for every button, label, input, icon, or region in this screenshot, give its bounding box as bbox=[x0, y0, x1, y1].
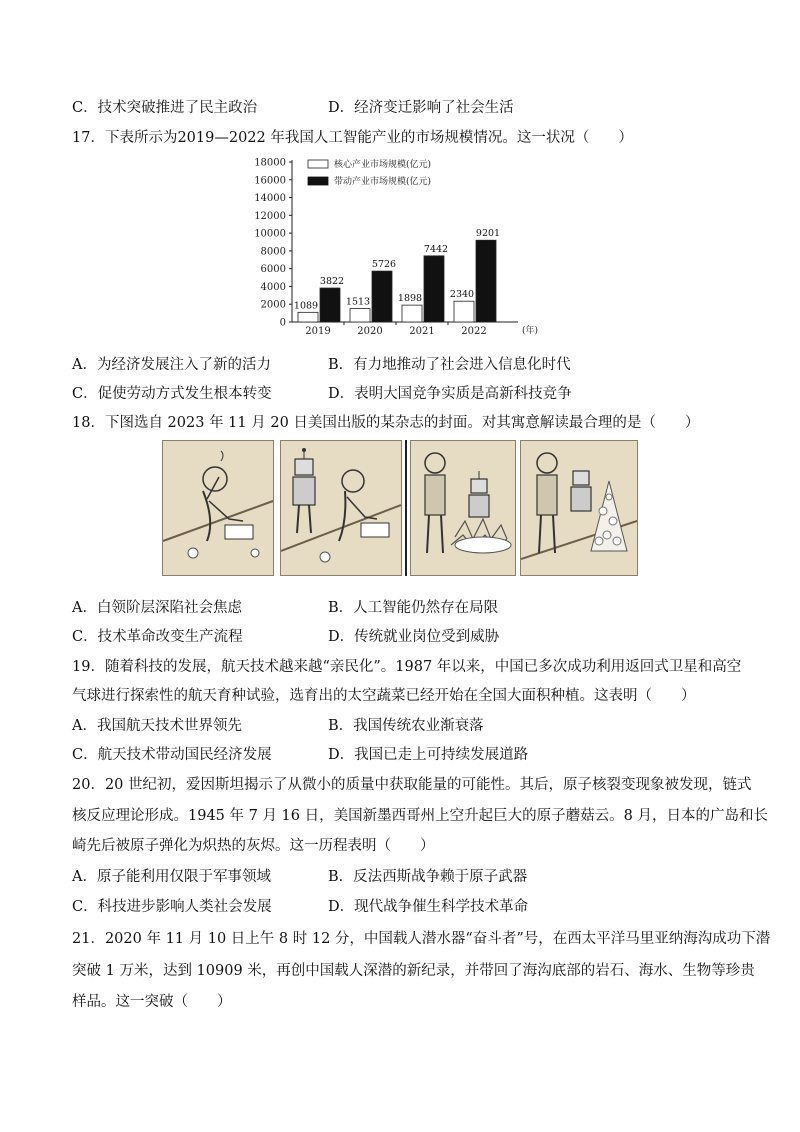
y-tick-label: 8000 bbox=[260, 246, 286, 258]
y-tick-label: 18000 bbox=[254, 157, 286, 169]
x-tick-label: 2019 bbox=[305, 326, 331, 337]
y-tick-label: 10000 bbox=[254, 228, 286, 240]
q21-stem-line-3: 样品。这一突破（ ） bbox=[72, 994, 232, 1010]
legend-label-core: 核心产业市场规模(亿元) bbox=[334, 160, 432, 170]
bar-driven-2019 bbox=[320, 288, 340, 322]
y-tick-label: 14000 bbox=[254, 193, 286, 205]
x-tick-label: 2020 bbox=[357, 326, 383, 337]
bar-core-2022 bbox=[454, 301, 474, 322]
data-label-driven-2021: 7442 bbox=[423, 243, 449, 255]
data-label-core-2021: 1898 bbox=[397, 293, 423, 305]
x-tick-label: 2021 bbox=[409, 326, 435, 337]
magazine-cover-comic bbox=[162, 440, 638, 576]
q16-option-c: C．技术突破推进了民主政治 bbox=[72, 100, 258, 116]
y-axis-ticks bbox=[254, 158, 292, 329]
legend-swatch-driven bbox=[308, 177, 328, 185]
data-label-core-2022: 2340 bbox=[449, 289, 475, 301]
data-label-core-2019: 1089 bbox=[293, 300, 319, 312]
y-tick-label: 0 bbox=[279, 317, 286, 329]
robot-shredding-illustration bbox=[411, 441, 515, 575]
q17-option-b: B．有力地推动了社会进入信息化时代 bbox=[328, 357, 571, 373]
q20-option-c: C．科技进步影响人类社会发展 bbox=[72, 899, 272, 915]
q20-option-d: D．现代战争催生科学技术革命 bbox=[328, 899, 529, 915]
q19-option-a: A．我国航天技术世界领先 bbox=[72, 718, 242, 734]
data-label-driven-2022: 9201 bbox=[475, 228, 501, 240]
bar-core-2019 bbox=[298, 312, 318, 322]
q19-option-b: B．我国传统农业渐衰落 bbox=[328, 718, 484, 734]
q20-stem-line-2: 核反应理论形成。1945 年 7 月 16 日，美国新墨西哥州上空升起巨大的原子蘑菇云。8 月，日本的广岛和长 bbox=[72, 808, 768, 824]
x-axis-unit: (年) bbox=[522, 326, 539, 336]
market-size-bar-chart bbox=[250, 152, 550, 342]
q19-option-d: D．我国已走上可持续发展道路 bbox=[328, 747, 529, 763]
bar-driven-2020 bbox=[372, 271, 392, 322]
bar-driven-2021 bbox=[424, 256, 444, 322]
y-tick-label: 4000 bbox=[260, 281, 286, 293]
legend-label-driven: 带动产业市场规模(亿元) bbox=[334, 177, 432, 187]
q19-stem-line-2: 气球进行探索性的航天育种试验，选育出的太空蔬菜已经开始在全国大面积种植。这表明（ ） bbox=[72, 688, 696, 704]
q19-option-c: C．航天技术带动国民经济发展 bbox=[72, 747, 272, 763]
legend bbox=[308, 158, 431, 187]
q19-stem-line-1: 19．随着科技的发展，航天技术越来越“亲民化”。1987 年以来，中国已多次成功利用返回式卫星和高空 bbox=[72, 659, 742, 675]
q18-option-d: D．传统就业岗位受到威胁 bbox=[328, 629, 500, 645]
q21-stem-line-1: 21．2020 年 11 月 10 日上午 8 时 12 分，中国载人潜水器“奋斗者”号，在西太平洋马里亚纳海沟成功下潜 bbox=[72, 931, 771, 947]
q21-stem-line-2: 突破 1 万米，达到 10909 米，再创中国载人深潜的新纪录，并带回了海沟底部的岩石、海水、生物等珍贵 bbox=[72, 963, 755, 979]
q18-option-c: C．技术革命改变生产流程 bbox=[72, 629, 243, 645]
worker-stressed-illustration bbox=[163, 441, 273, 575]
comic-divider bbox=[405, 440, 407, 576]
q20-option-b: B．反法西斯战争赖于原子武器 bbox=[328, 869, 528, 885]
q16-option-d: D．经济变迁影响了社会生活 bbox=[328, 100, 514, 116]
bars-group bbox=[294, 228, 500, 322]
comic-panel-4 bbox=[520, 440, 638, 576]
y-tick-label: 12000 bbox=[254, 210, 286, 222]
q17-option-a: A．为经济发展注入了新的活力 bbox=[72, 357, 271, 373]
q18-option-a: A．白领阶层深陷社会焦虑 bbox=[72, 600, 242, 616]
robot-and-worker-illustration bbox=[281, 441, 401, 575]
q18-stem: 18．下图选自 2023 年 11 月 20 日美国出版的某杂志的封面。对其寓意解读最合理的是（ ） bbox=[72, 415, 700, 431]
data-label-core-2020: 1513 bbox=[345, 296, 371, 308]
comic-panel-3 bbox=[410, 440, 516, 576]
q20-stem-line-3: 崎先后被原子弹化为炽热的灰烬。这一历程表明（ ） bbox=[72, 838, 435, 854]
bar-driven-2022 bbox=[476, 240, 496, 322]
bar-core-2021 bbox=[402, 305, 422, 322]
y-tick-label: 2000 bbox=[260, 299, 286, 311]
q20-option-a: A．原子能利用仅限于军事领域 bbox=[72, 869, 271, 885]
q20-stem-line-1: 20．20 世纪初，爱因斯坦揭示了从微小的质量中获取能量的可能性。其后，原子核裂变现象被发现，链式 bbox=[72, 777, 752, 793]
x-axis-ticks bbox=[305, 322, 486, 337]
bar-core-2020 bbox=[350, 309, 370, 322]
comic-panel-1 bbox=[162, 440, 274, 576]
legend-swatch-core bbox=[308, 160, 328, 168]
data-label-driven-2019: 3822 bbox=[319, 276, 345, 288]
q17-stem: 17．下表所示为2019—2022 年我国人工智能产业的市场规模情况。这一状况（ ） bbox=[72, 130, 633, 146]
comic-panel-2 bbox=[280, 440, 402, 576]
q18-option-b: B．人工智能仍然存在局限 bbox=[328, 600, 499, 616]
q17-option-d: D．表明大国竞争实质是高新科技竞争 bbox=[328, 386, 572, 402]
q17-option-c: C．促使劳动方式发生根本转变 bbox=[72, 386, 272, 402]
robot-paper-pile-illustration bbox=[521, 441, 637, 575]
x-tick-label: 2022 bbox=[461, 326, 487, 337]
y-tick-label: 6000 bbox=[260, 264, 286, 276]
data-label-driven-2020: 5726 bbox=[371, 259, 397, 271]
y-tick-label: 16000 bbox=[254, 175, 286, 187]
